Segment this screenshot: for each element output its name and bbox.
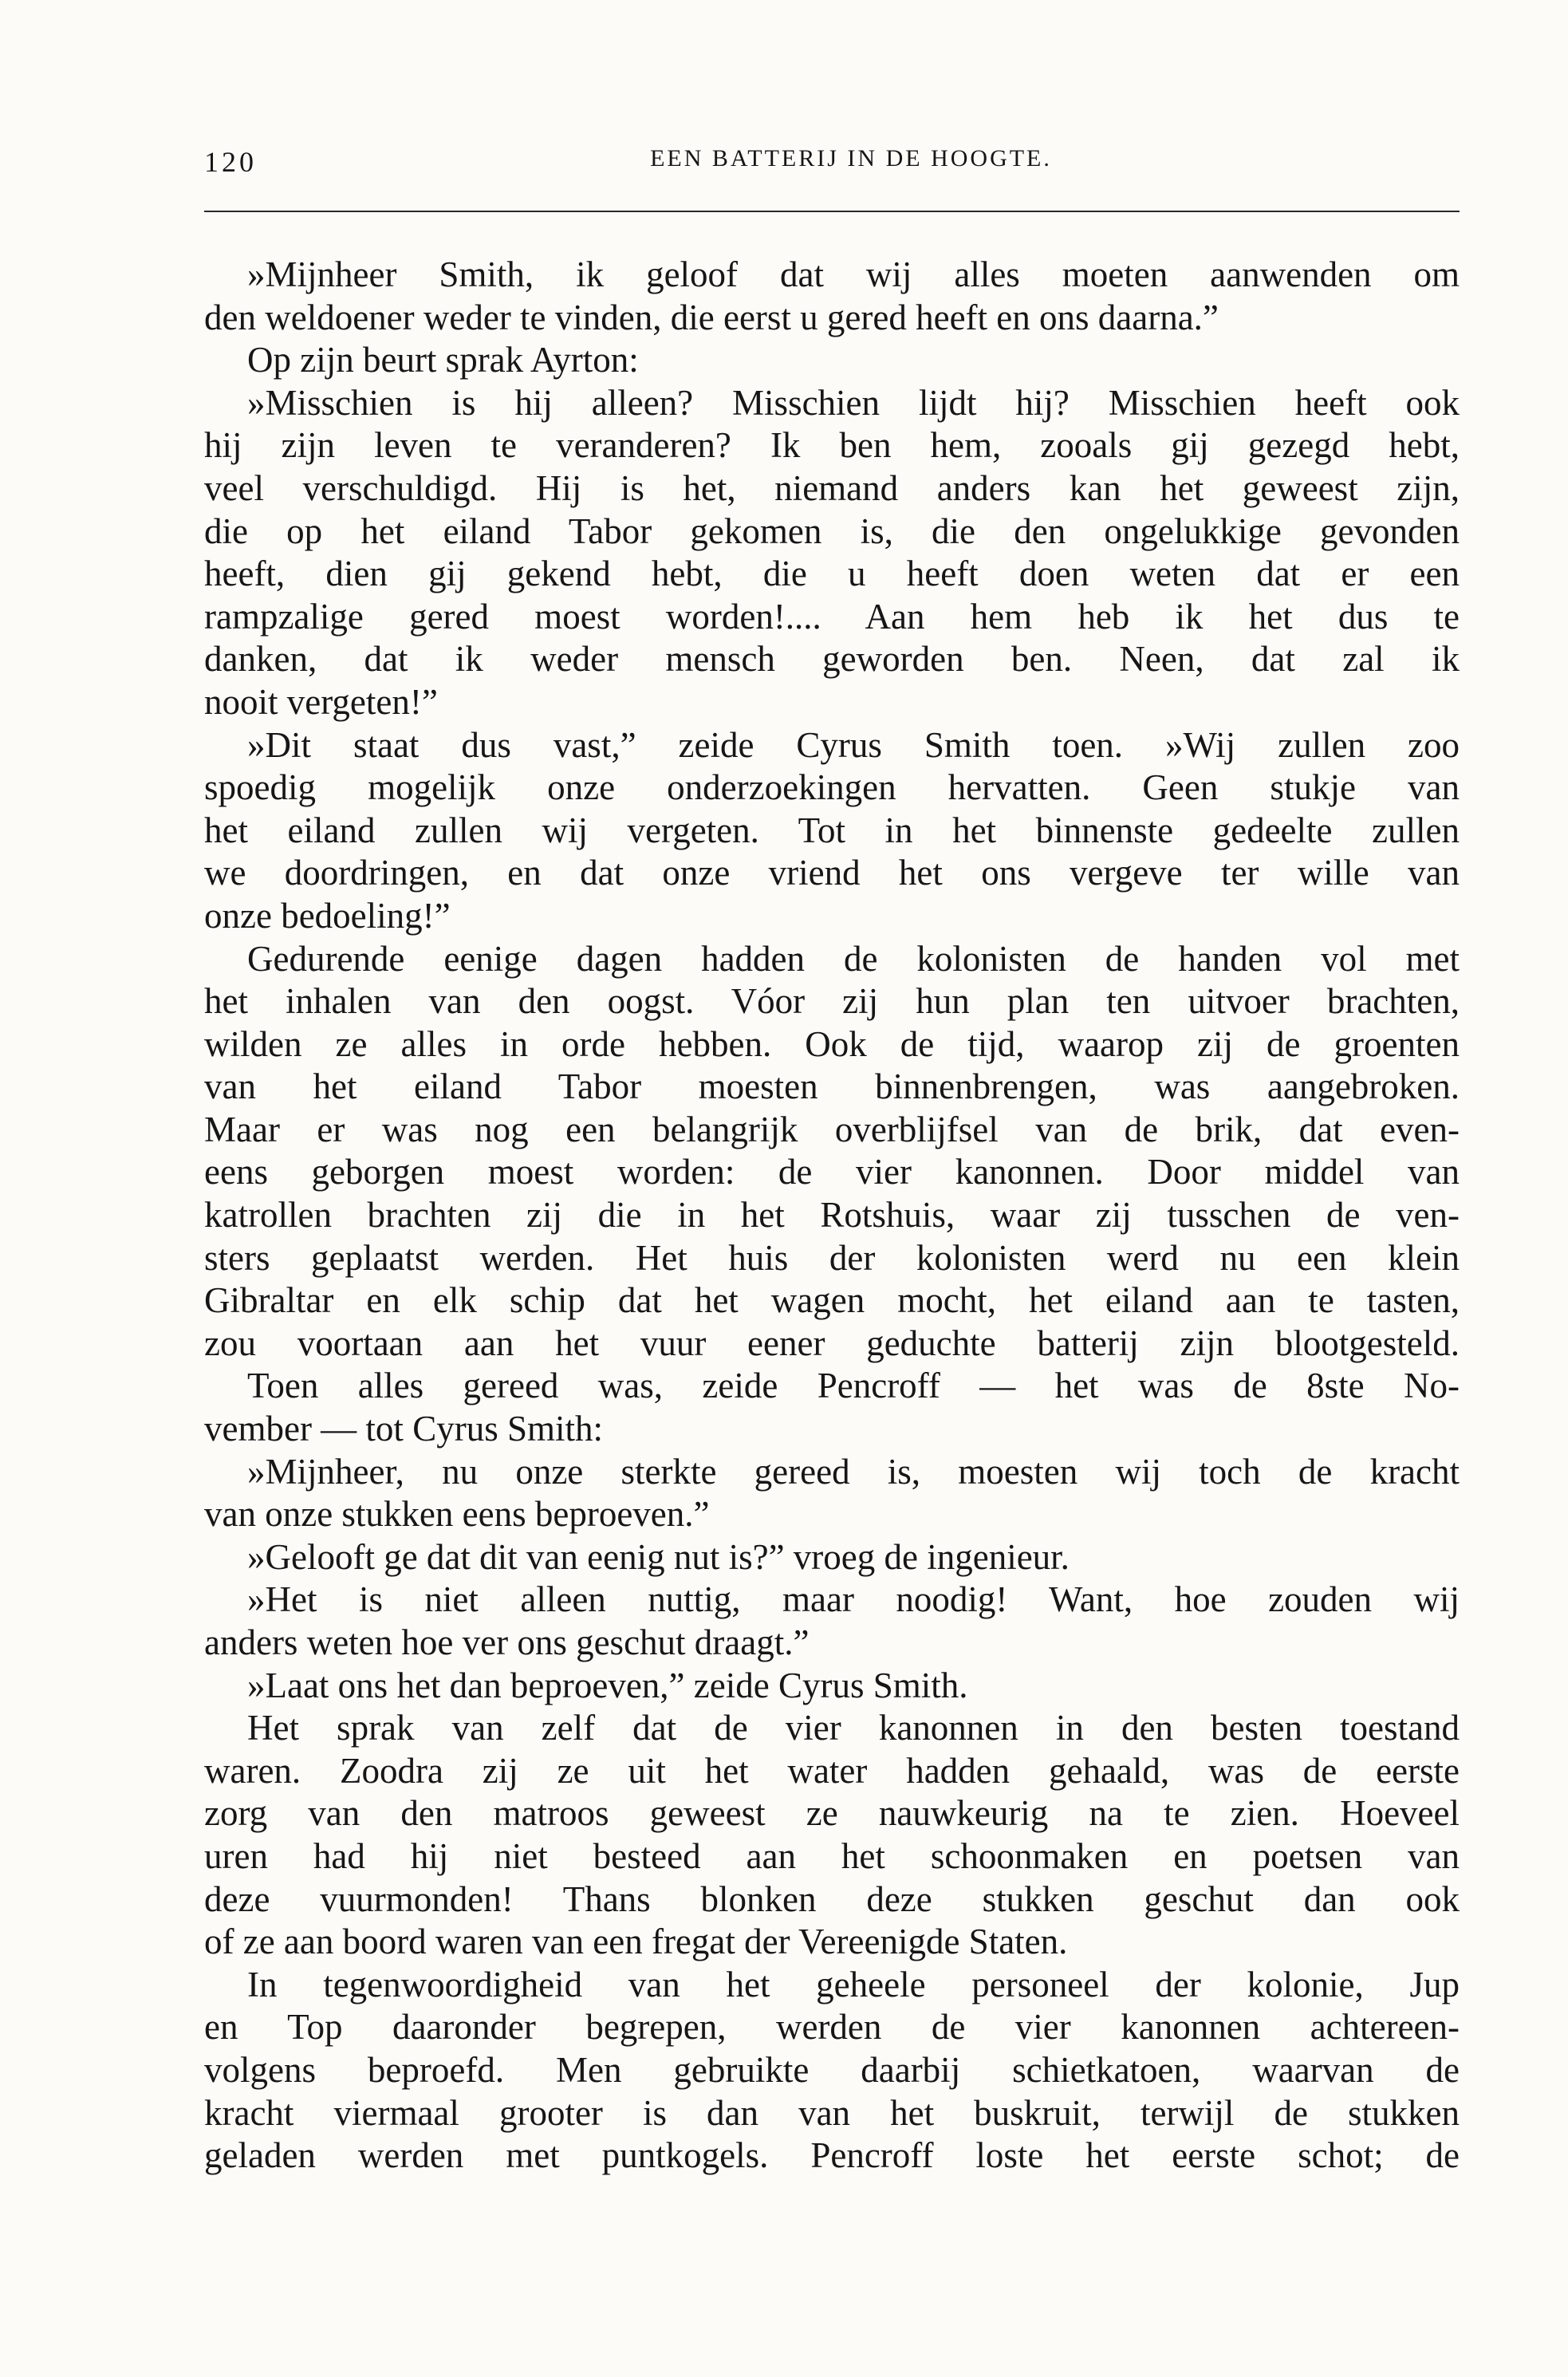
text-line: »Misschien is hij alleen? Misschien lijdt hij? Misschien heeft ook xyxy=(247,382,1460,423)
text-line: deze vuurmonden! Thans blonken deze stukken geschut dan ook xyxy=(204,1878,1460,1919)
text-line: van het eiland Tabor moesten binnenbrengen, was aangebroken. xyxy=(204,1066,1460,1107)
text-line: danken, dat ik weder mensch geworden ben. Neen, dat zal ik xyxy=(204,639,1460,680)
text-line: den weldoener weder te vinden, die eerst u gered heeft en ons daarna.” xyxy=(204,297,1219,337)
text-line: Op zijn beurt sprak Ayrton: xyxy=(247,340,639,380)
text-line: »Mijnheer, nu onze sterkte gereed is, moesten wij toch de kracht xyxy=(247,1451,1460,1492)
text-line: van onze stukken eens beproeven.” xyxy=(204,1494,710,1535)
text-line: die op het eiland Tabor gekomen is, die den ongelukkige gevonden xyxy=(204,510,1460,551)
text-line: vember — tot Cyrus Smith: xyxy=(204,1409,603,1449)
text-line: sters geplaatst werden. Het huis der kolonisten werd nu een klein xyxy=(204,1237,1460,1278)
page-number: 120 xyxy=(204,146,257,178)
running-header xyxy=(204,145,1460,193)
text-line: In tegenwoordigheid van het geheele personeel der kolonie, Jup xyxy=(247,1964,1460,2004)
text-line: Maar er was nog een belangrijk overblijfsel van de brik, dat even- xyxy=(204,1109,1460,1149)
text-line: geladen werden met puntkogels. Pencroff loste het eerste schot; de xyxy=(204,2135,1460,2176)
body-text xyxy=(204,254,1460,2178)
text-line: veel verschuldigd. Hij is het, niemand anders kan het geweest zijn, xyxy=(204,467,1460,508)
text-line: »Mijnheer Smith, ik geloof dat wij alles moeten aanwenden om xyxy=(247,254,1460,294)
text-line: hij zijn leven te veranderen? Ik ben hem, zooals gij gezegd hebt, xyxy=(204,425,1460,466)
text-line: anders weten hoe ver ons geschut draagt.” xyxy=(204,1622,810,1662)
text-line: »Het is niet alleen nuttig, maar noodig! Want, hoe zouden wij xyxy=(247,1579,1460,1620)
text-line: volgens beproefd. Men gebruikte daarbij schietkatoen, waarvan de xyxy=(204,2049,1460,2090)
text-line: heeft, dien gij gekend hebt, die u heeft doen weten dat er een xyxy=(204,554,1460,594)
text-line: spoedig mogelijk onze onderzoekingen hervatten. Geen stukje van xyxy=(204,767,1460,808)
text-line: zou voortaan aan het vuur eener geduchte batterij zijn blootgesteld. xyxy=(204,1323,1460,1363)
text-line: Gedurende eenige dagen hadden de kolonisten de handen vol met xyxy=(247,938,1460,979)
text-line: onze bedoeling!” xyxy=(204,895,451,936)
text-line: het inhalen van den oogst. Vóor zij hun plan ten uitvoer brachten, xyxy=(204,981,1460,1022)
text-line: rampzalige gered moest worden!.... Aan hem heb ik het dus te xyxy=(204,596,1460,637)
text-line: het eiland zullen wij vergeten. Tot in het binnenste gedeelte zullen xyxy=(204,810,1460,850)
text-line: eens geborgen moest worden: de vier kanonnen. Door middel van xyxy=(204,1152,1460,1192)
text-line: zorg van den matroos geweest ze nauwkeurig na te zien. Hoeveel xyxy=(204,1793,1460,1834)
text-line: »Gelooft ge dat dit van eenig nut is?” vroeg de ingenieur. xyxy=(247,1536,1070,1577)
text-line: Gibraltar en elk schip dat het wagen mocht, het eiland aan te tasten, xyxy=(204,1280,1460,1321)
text-line: katrollen brachten zij die in het Rotshuis, waar zij tusschen de ven- xyxy=(204,1195,1460,1236)
text-line: en Top daaronder begrepen, werden de vier kanonnen achtereen- xyxy=(204,2007,1460,2048)
text-line: »Dit staat dus vast,” zeide Cyrus Smith toen. »Wij zullen zoo xyxy=(247,724,1460,765)
text-line: Het sprak van zelf dat de vier kanonnen in den besten toestand xyxy=(247,1708,1460,1748)
header-rule xyxy=(204,211,1460,212)
text-line: we doordringen, en dat onze vriend het ons vergeve ter wille van xyxy=(204,853,1460,893)
text-line: »Laat ons het dan beproeven,” zeide Cyrus Smith. xyxy=(247,1665,968,1705)
text-line: waren. Zoodra zij ze uit het water hadden gehaald, was de eerste xyxy=(204,1750,1460,1791)
text-line: wilden ze alles in orde hebben. Ook de tijd, waarop zij de groenten xyxy=(204,1023,1460,1064)
text-line: Toen alles gereed was, zeide Pencroff — het was de 8ste No- xyxy=(247,1366,1460,1406)
text-line: uren had hij niet besteed aan het schoonmaken en poetsen van xyxy=(204,1835,1460,1876)
text-line: of ze aan boord waren van een fregat der Vereenigde Staten. xyxy=(204,1922,1068,1962)
text-line: kracht viermaal grooter is dan van het buskruit, terwijl de stukken xyxy=(204,2092,1460,2133)
text-line: nooit vergeten!” xyxy=(204,681,438,722)
running-title: EEN BATTERIJ IN DE HOOGTE. xyxy=(650,145,1052,171)
